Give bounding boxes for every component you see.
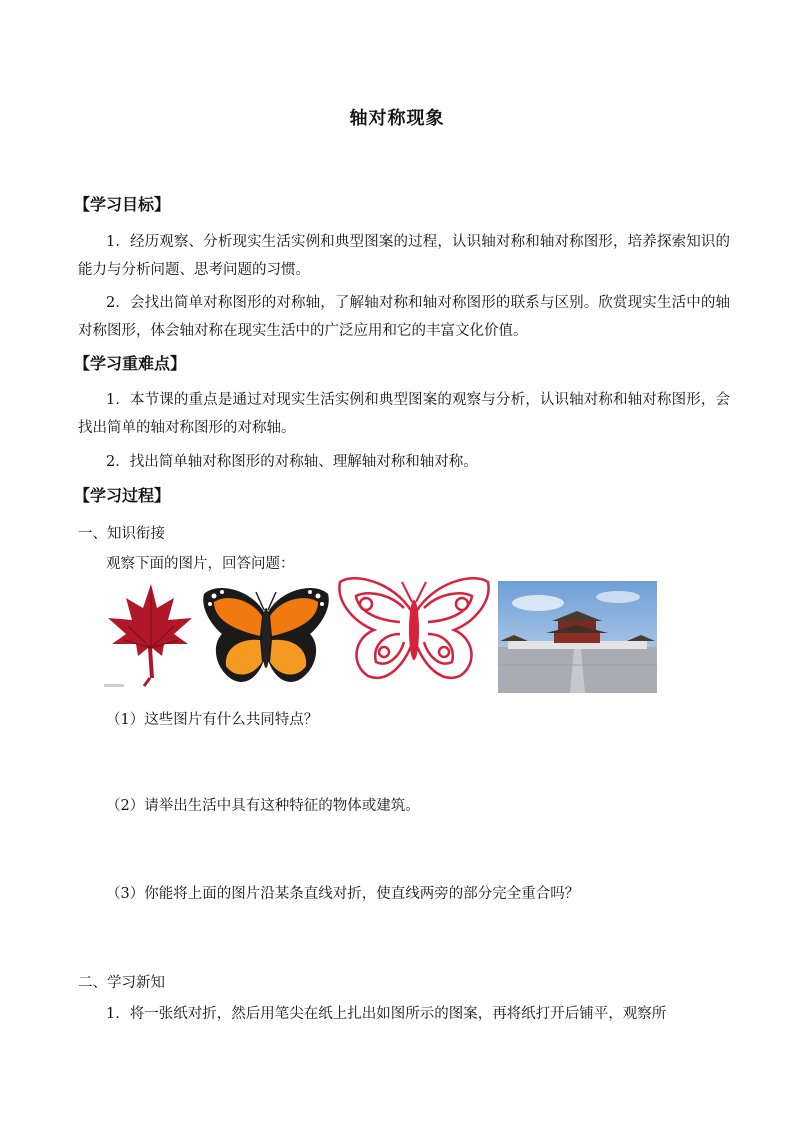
key-point-item-2: 2．找出简单轴对称图形的对称轴、理解轴对称和轴对称。 <box>106 454 478 470</box>
section-heading-goals: 【学习目标】 <box>74 195 171 214</box>
question-1: （1）这些图片有什么共同特点？ <box>106 712 319 728</box>
page-title: 轴对称现象 <box>349 108 445 129</box>
maple-leaf-image <box>104 578 198 692</box>
key-point-item-1: 1．本节课的重点是通过对现实生活实例和典型图案的观察与分析，认识轴对称和轴对称图形，会找出简单的轴对称图形的对称轴。 <box>78 392 730 436</box>
butterfly-image <box>200 582 332 694</box>
goal-item-2: 2．会找出简单对称图形的对称轴，了解轴对称和轴对称图形的联系与区别。欣赏现实生活中的轴对称图形，体会轴对称在现实生活中的广泛应用和它的丰富文化价值。 <box>78 295 730 339</box>
subsection-title-new-knowledge: 二、学习新知 <box>78 975 165 991</box>
new-knowledge-item-1: 1．将一张纸对折，然后用笔尖在纸上扎出如图所示的图案，再将纸打开后铺平，观察所 <box>106 1006 667 1022</box>
palace-building-image <box>498 581 657 693</box>
section-heading-process: 【学习过程】 <box>74 486 171 505</box>
goal-item-1: 1．经历观察、分析现实生活实例和典型图案的过程，认识轴对称和轴对称图形，培养探索知识的能力与分析问题、思考问题的习惯。 <box>78 234 730 278</box>
observe-prompt: 观察下面的图片，回答问题： <box>106 556 295 572</box>
section-heading-key-points: 【学习重难点】 <box>74 354 187 373</box>
question-2: （2）请举出生活中具有这种特征的物体或建筑。 <box>106 798 420 814</box>
question-3: （3）你能将上面的图片沿某条直线对折，使直线两旁的部分完全重合吗？ <box>106 886 580 902</box>
subsection-title-knowledge-link: 一、知识衔接 <box>78 526 165 542</box>
paper-cut-butterfly-image <box>334 572 494 688</box>
